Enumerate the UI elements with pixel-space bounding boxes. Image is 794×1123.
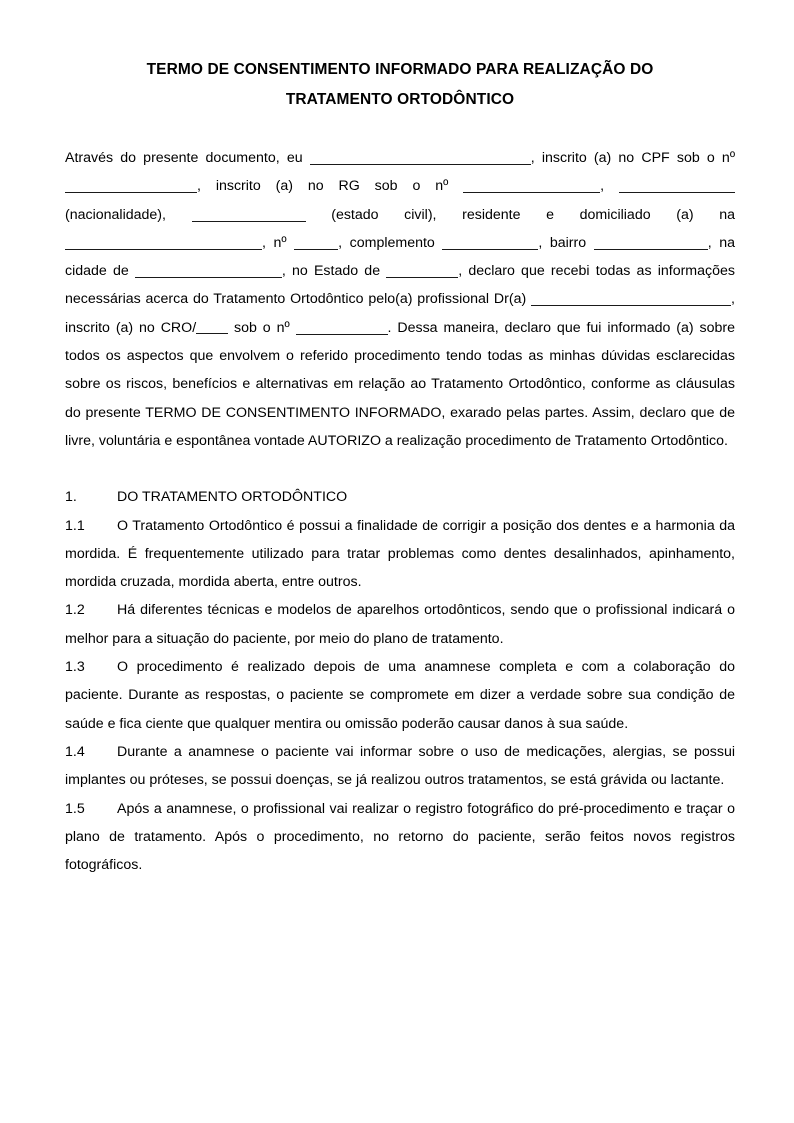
opening-text-7: , nº (262, 234, 295, 251)
opening-text-4: , (600, 178, 619, 195)
clause-number: 1.1 (65, 517, 85, 534)
opening-paragraph (65, 144, 735, 455)
opening-text-8: , complemento (338, 234, 443, 251)
blank-professional-name[interactable] (531, 293, 731, 306)
page-title-line-1: TERMO DE CONSENTIMENTO INFORMADO PARA REALIZAÇÃO DO (146, 61, 654, 78)
blank-rg[interactable] (463, 180, 600, 193)
page-title-line-2: TRATAMENTO ORTODÔNTICO (285, 91, 515, 108)
section-spacer (65, 455, 735, 483)
opening-text-3: , inscrito (a) no RG sob o nº (197, 178, 464, 195)
clause-text: Após a anamnese, o profissional vai realizar o registro fotográfico do pré-procedimento e traçar o plano de tratamento. Após o procedimento, no retorno do paciente, serão feitos novos registros fotográficos. (65, 800, 735, 874)
section-title: DO TRATAMENTO ORTODÔNTICO (117, 489, 348, 506)
clause-text: O procedimento é realizado depois de uma anamnese completa e com a colaboração do paciente. Durante as respostas, o paciente se compromete em dizer a verdade sobre sua condição de saúde e fica ciente que qualquer mentira ou omissão poderão causar danos à sua saúde. (65, 659, 735, 732)
opening-text-11: , no Estado de (281, 263, 387, 280)
blank-address-complement[interactable] (442, 237, 538, 250)
clause-number: 1.5 (65, 800, 85, 817)
blank-marital-status[interactable] (192, 209, 306, 222)
opening-text-13: , inscrito (a) no CRO/ (65, 291, 735, 336)
blank-cpf[interactable] (65, 180, 197, 193)
clause-text: Há diferentes técnicas e modelos de aparelhos ortodônticos, sendo que o profissional indicará o melhor para a situação do paciente, por meio do plano de tratamento. (65, 602, 735, 647)
blank-neighborhood[interactable] (594, 237, 708, 250)
clause-1-4 (65, 738, 735, 795)
clause-number: 1.4 (65, 743, 85, 760)
opening-text-1: Através do presente documento, eu (65, 150, 310, 166)
opening-text-12: , declaro que recebi todas as informações necessárias acerca do Tratamento Ortodôntico pelo(a) profissional Dr(a) (65, 263, 735, 308)
blank-full-name[interactable] (310, 152, 531, 165)
clause-number: 1.2 (65, 602, 85, 619)
blank-address[interactable] (65, 237, 262, 250)
blank-nationality[interactable] (619, 180, 735, 193)
clause-number: 1.3 (65, 659, 85, 676)
blank-address-number[interactable] (294, 237, 338, 250)
page-title (65, 55, 735, 115)
opening-text-5: (nacionalidade), (65, 206, 192, 223)
blank-cro-number[interactable] (296, 322, 388, 335)
opening-text-14: sob o nº (228, 319, 296, 336)
opening-text-15: . Dessa maneira, declaro que fui informado (a) sobre todos os aspectos que envolvem o referido procedimento tendo todas as minhas dúvidas esclarecidas sobre os riscos, benefícios e alternativas em relação ao Tratamento Ortodôntico, conforme as cláusulas do presente TERMO DE CONSENTIMENTO INFORMADO, exarado pelas partes. Assim, declaro que de livre, voluntária e espontânea vontade AUTORIZO a realização procedimento de Tratamento Ortodôntico. (65, 319, 736, 449)
blank-city[interactable] (135, 265, 282, 278)
clause-1-3 (65, 653, 735, 738)
opening-text-6: (estado civil), residente e domiciliado (a) na (305, 206, 735, 223)
section-heading-1 (65, 483, 735, 511)
opening-text-9: , bairro (538, 234, 594, 251)
clause-1-2 (65, 596, 735, 653)
document-content (65, 55, 735, 879)
blank-cro-state[interactable] (196, 321, 228, 334)
clause-1-5 (65, 795, 735, 880)
title-spacer (65, 115, 735, 144)
section-number: 1. (65, 489, 77, 506)
opening-text-10: , na cidade de (65, 234, 735, 280)
clause-text: Durante a anamnese o paciente vai informar sobre o uso de medicações, alergias, se possui implantes ou próteses, se possui doenças, se já realizou outros tratamentos, se está grávida ou lactante. (65, 743, 735, 789)
clause-text: O Tratamento Ortodôntico é possui a finalidade de corrigir a posição dos dentes e a harmonia da mordida. É frequentemente utilizado para tratar problemas como dentes desalinhados, apinhamento, mordida cruzada, mordida aberta, entre outros. (65, 517, 735, 591)
clause-1-1 (65, 512, 735, 597)
opening-text-2: , inscrito (a) no CPF sob o nº (530, 150, 735, 166)
blank-state[interactable] (386, 265, 458, 278)
